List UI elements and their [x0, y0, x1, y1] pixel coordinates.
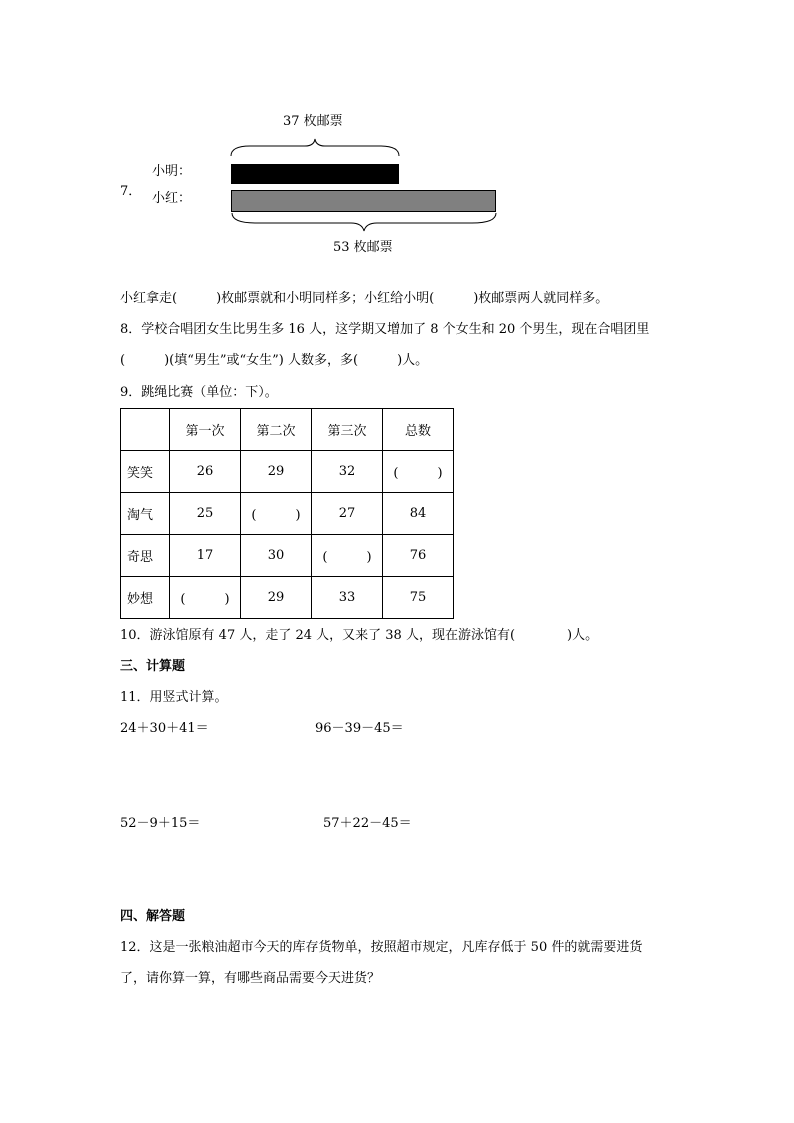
table-header-cell: 第一次 [170, 409, 241, 451]
table-header-cell: 总数 [383, 409, 454, 451]
q7-question: 小红拿走( )枚邮票就和小明同样多；小红给小明( )枚邮票两人就同样多。 [120, 291, 609, 306]
bar-xiaohong [231, 190, 496, 212]
table-cell: 26 [170, 451, 241, 493]
q12-line2: 了，请你算一算，有哪些商品需要今天进货？ [120, 971, 381, 986]
q8-line1: 8．学校合唱团女生比男生多 16 人，这学期又增加了 8 个女生和 20 个男生，现在合唱团里 [120, 322, 650, 337]
top-brace [230, 138, 400, 158]
table-header-row [121, 409, 454, 451]
q11-expr3: 52－9＋15＝ [120, 816, 201, 831]
section3-title: 三、计算题 [120, 659, 186, 674]
table-cell: 17 [170, 535, 241, 577]
section4-title: 四、解答题 [120, 909, 186, 924]
table-cell: 奇思 [121, 535, 170, 577]
q11-expr1: 24＋30＋41＝ [120, 721, 209, 736]
table-row [121, 493, 454, 535]
table-cell: 33 [312, 577, 383, 619]
jump-rope-table [120, 408, 454, 619]
top-stamp-label: 37 枚邮票 [283, 114, 343, 129]
table-header-cell: 第二次 [241, 409, 312, 451]
table-cell: 笑笑 [121, 451, 170, 493]
q11-expr4: 57＋22－45＝ [323, 816, 412, 831]
table-cell: ( ) [383, 451, 454, 493]
bar-xiaoming [231, 164, 399, 184]
table-header-cell: 第三次 [312, 409, 383, 451]
table-row [121, 577, 454, 619]
q8-line2: ( )(填“男生”或“女生”) 人数多，多( )人。 [120, 353, 429, 368]
table-cell: 27 [312, 493, 383, 535]
q9-title: 9．跳绳比赛（单位：下）。 [120, 385, 278, 400]
table-cell: 76 [383, 535, 454, 577]
q11-title: 11．用竖式计算。 [120, 690, 228, 705]
table-cell: 29 [241, 577, 312, 619]
table-cell: 29 [241, 451, 312, 493]
bottom-brace [231, 212, 497, 232]
table-cell: 妙想 [121, 577, 170, 619]
table-cell: 淘气 [121, 493, 170, 535]
q7-number: 7． [120, 184, 142, 199]
table-cell: 84 [383, 493, 454, 535]
bottom-stamp-label: 53 枚邮票 [333, 240, 393, 255]
q12-line1: 12．这是一张粮油超市今天的库存货物单，按照超市规定，凡库存低于 50 件的就需要进货 [120, 940, 643, 955]
table-cell: 75 [383, 577, 454, 619]
table-cell: ( ) [241, 493, 312, 535]
q11-expr2: 96－39－45＝ [315, 721, 404, 736]
table-cell: ( ) [170, 577, 241, 619]
table-cell: 30 [241, 535, 312, 577]
table-header-cell [121, 409, 170, 451]
table-cell: 25 [170, 493, 241, 535]
name-xiaoming: 小明： [152, 164, 192, 179]
table-cell: ( ) [312, 535, 383, 577]
q10-text: 10．游泳馆原有 47 人，走了 24 人，又来了 38 人，现在游泳馆有( )人。 [120, 628, 599, 643]
name-xiaohong: 小红： [152, 191, 192, 206]
table-row [121, 535, 454, 577]
table-cell: 32 [312, 451, 383, 493]
table-row [121, 451, 454, 493]
